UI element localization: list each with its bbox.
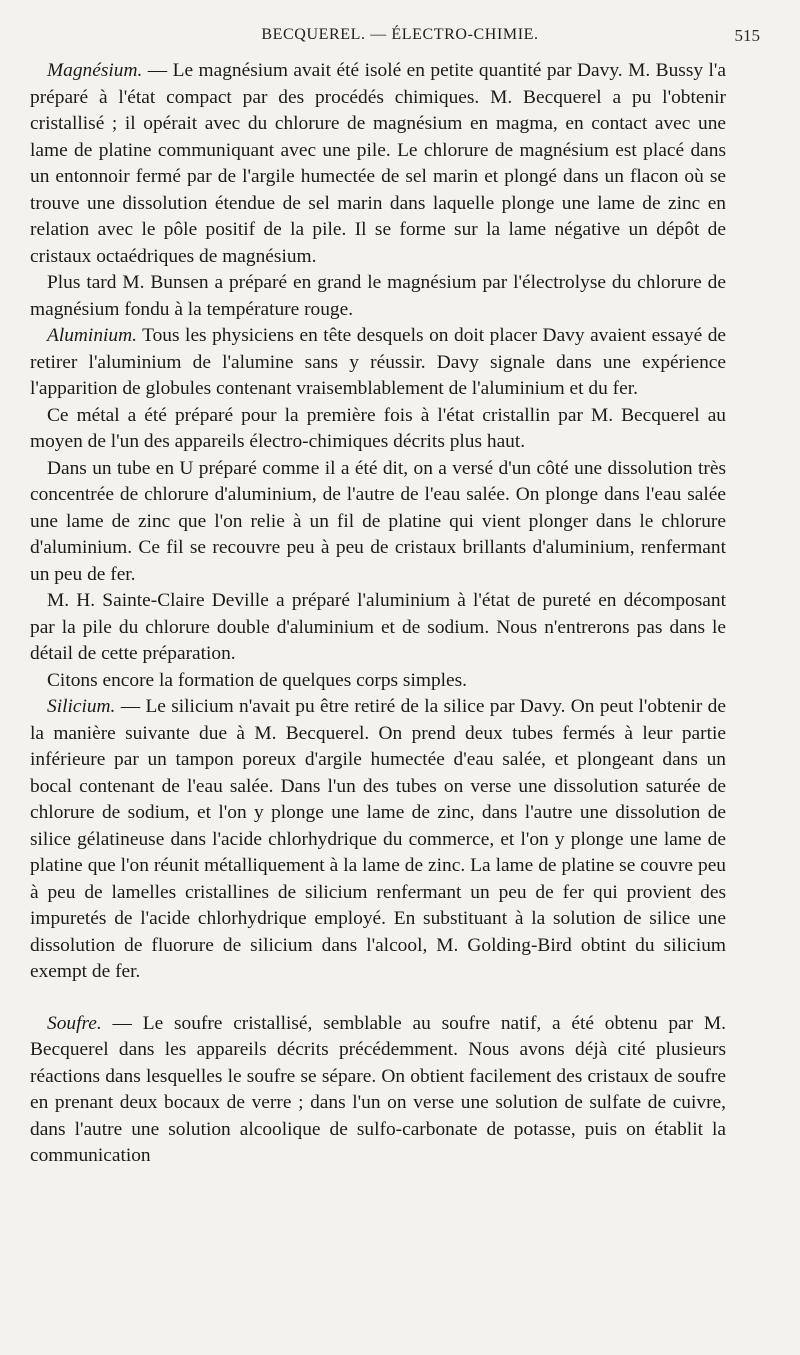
paragraph-text: Plus tard M. Bunsen a préparé en grand le magnésium par l'électrolyse du chlorure de magnésium fondu à la température rouge. — [30, 272, 726, 320]
paragraph-deville — [30, 588, 726, 668]
paragraph-text: Tous les physiciens en tête desquels on doit placer Davy avaient essayé de retirer l'aluminium de l'alumine sans y réussir. Davy signale dans une expérience l'apparition de globules contenant vraisemblablement de l'aluminium et du fer. — [30, 325, 726, 399]
run-in-heading-aluminium: Aluminium. — [47, 325, 137, 346]
paragraph-soufre — [30, 1011, 726, 1170]
paragraph-text: — Le silicium n'avait pu être retiré de la silice par Davy. On peut l'obtenir de la manière suivante due à M. Becquerel. On prend deux tubes fermés à leur partie inférieure par un tampon poreux d'argile humectée d'eau salée, et plongeant dans un bocal contenant de l'eau salée. Dans l'un des tubes on verse une dissolution saturée de chlorure de sodium, et l'on y plonge une lame de zinc, dans l'autre une dissolution de silice gélatineuse dans l'acide chlorhydrique du commerce, et l'on y plonge une lame de platine que l'on réunit métalliquement à la lame de zinc. La lame de platine se couvre peu à peu de lamelles cristallines de silicium renfermant un peu de fer qui provient des impuretés de l'acide chlorhydrique employé. En substituant à la solution de silice une dissolution de fluorure de silicium dans l'alcool, M. Golding-Bird obtint du silicium exempt de fer. — [30, 696, 726, 982]
paragraph-u-tube — [30, 456, 726, 589]
body-text — [30, 58, 726, 1170]
paragraph-text: — Le magnésium avait été isolé en petite quantité par Davy. M. Bussy l'a préparé à l'état compact par des procédés chimiques. M. Becquerel a pu l'obtenir cristallisé ; il opérait avec du chlorure de magnésium en magma, en contact avec une lame de platine communiquant avec une pile. Le chlorure de magnésium est placé dans un entonnoir fermé par de l'argile humectée de sel marin et plongé dans un flacon où se trouve une dissolution étendue de sel marin dans laquelle plonge une lame de zinc en relation avec le pôle positif de la pile. Il se forme sur la lame négative un dépôt de cristaux octaédriques de magnésium. — [30, 60, 726, 267]
paragraph-text: Dans un tube en U préparé comme il a été dit, on a versé d'un côté une dissolution très concentrée de chlorure d'aluminium, de l'autre de l'eau salée. On plonge dans l'eau salée une lame de zinc que l'on relie à un fil de platine qui vient plonger dans le chlorure d'aluminium. Ce fil se recouvre peu à peu de cristaux brillants d'aluminium, renfermant un peu de fer. — [30, 457, 726, 585]
paragraph-text: M. H. Sainte-Claire Deville a préparé l'aluminium à l'état de pureté en décomposant par la pile du chlorure double d'aluminium et de sodium. Nous n'entrerons pas dans le détail de cette préparation. — [30, 590, 726, 664]
page-number: 515 — [734, 26, 760, 45]
run-in-heading-magnesium: Magnésium. — [47, 60, 143, 81]
paragraph-text: Ce métal a été préparé pour la première fois à l'état cristallin par M. Becquerel au moyen de l'un des appareils électro-chimiques décrits plus haut. — [30, 404, 726, 452]
paragraph-silicium — [30, 694, 726, 986]
paragraph-text: — Le soufre cristallisé, semblable au soufre natif, a été obtenu par M. Becquerel dans les appareils décrits précédemment. Nous avons déjà cité plusieurs réactions dans lesquelles le soufre se sépare. On obtient facilement des cristaux de soufre en prenant deux bocaux de verre ; dans l'un on verse une solution de sulfate de cuivre, dans l'autre une solution alcoolique de sulfo-carbonate de potasse, puis on établit la communication — [30, 1012, 726, 1166]
paragraph-text: Citons encore la formation de quelques corps simples. — [47, 669, 468, 691]
running-title: BECQUEREL. — ÉLECTRO-CHIMIE. — [261, 26, 539, 43]
paragraph-metal-crystalline — [30, 403, 726, 456]
paragraph-citons — [30, 668, 726, 695]
paragraph-aluminium — [30, 323, 726, 403]
run-in-heading-soufre: Soufre. — [47, 1012, 102, 1034]
page-header — [40, 26, 760, 50]
paragraph-magnesium — [30, 58, 726, 270]
paragraph-bunsen — [30, 270, 726, 323]
run-in-heading-silicium: Silicium. — [47, 696, 116, 717]
